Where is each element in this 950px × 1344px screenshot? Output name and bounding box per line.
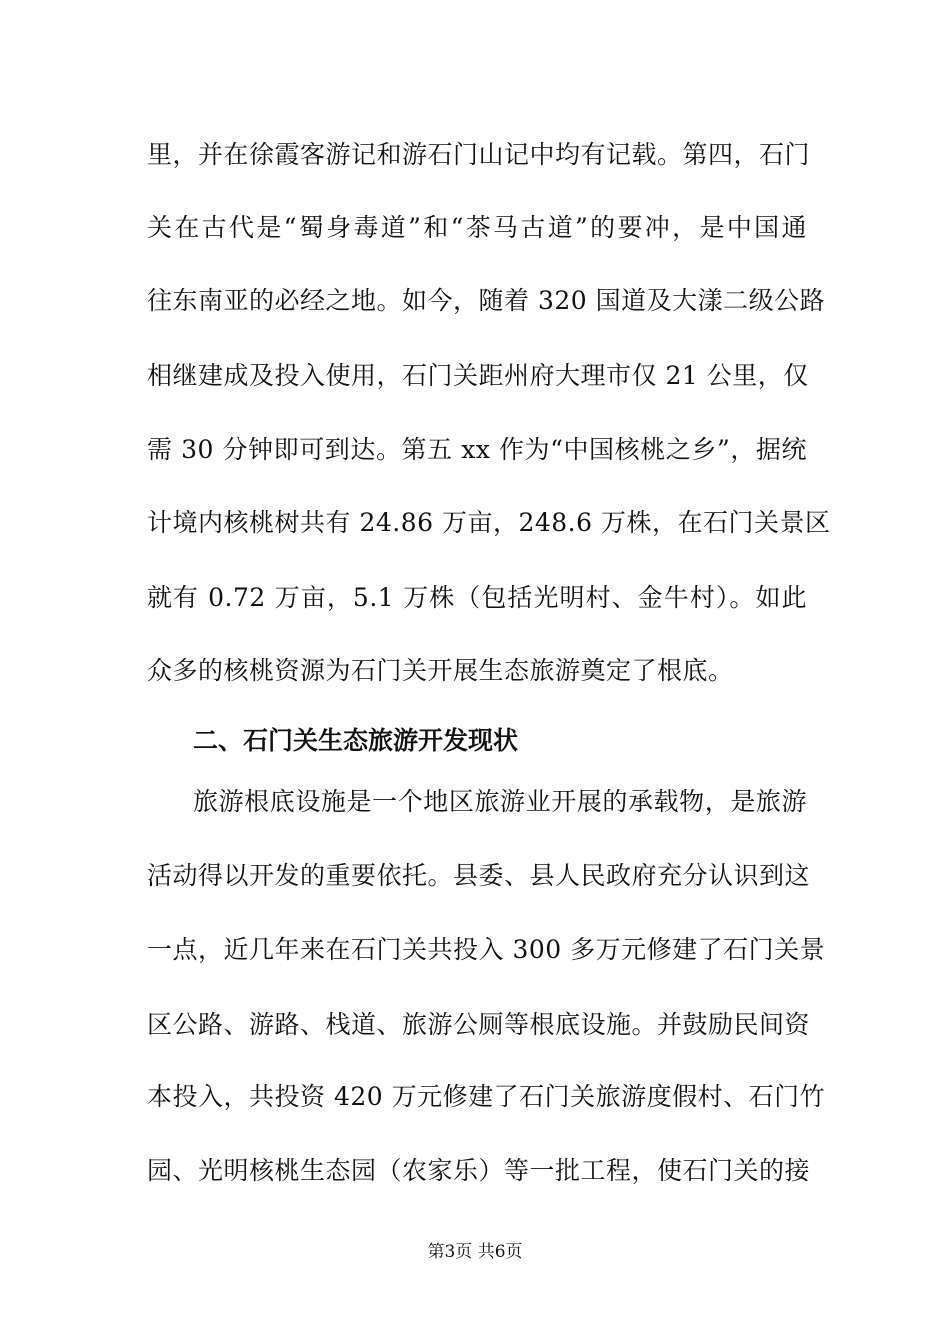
paragraph-1-line-2: 关在古代是“蜀身毒道”和“茶马古道”的要冲，是中国通	[147, 213, 807, 242]
paragraph-2-line-3: 一点，近几年来在石门关共投入 300 多万元修建了石门关景	[147, 935, 826, 964]
paragraph-2-line-5: 本投入，共投资 420 万元修建了石门关旅游度假村、石门竹	[147, 1082, 826, 1111]
paragraph-2-line-1: 旅游根底设施是一个地区旅游业开展的承载物，是旅游	[193, 787, 807, 816]
paragraph-1-line-6: 计境内核桃树共有 24.86 万亩，248.6 万株，在石门关景区	[147, 508, 831, 537]
paragraph-1-line-7: 就有 0.72 万亩，5.1 万株（包括光明村、金牛村）。如此	[147, 583, 807, 612]
page-footer: 第3页 共6页	[427, 1242, 523, 1262]
paragraph-1-line-3: 往东南亚的必经之地。如今，随着 320 国道及大漾二级公路	[147, 286, 826, 315]
paragraph-1-line-4: 相继建成及投入使用，石门关距州府大理市仅 21 公里，仅	[147, 361, 809, 390]
paragraph-2-line-2: 活动得以开发的重要依托。县委、县人民政府充分认识到这	[147, 861, 811, 890]
section-heading: 二、石门关生态旅游开发现状	[193, 726, 519, 755]
paragraph-1-line-8: 众多的核桃资源为石门关开展生态旅游奠定了根底。	[147, 656, 734, 685]
paragraph-2-line-6: 园、光明核桃生态园（农家乐）等一批工程，使石门关的接	[147, 1156, 811, 1185]
paragraph-2-line-4: 区公路、游路、栈道、旅游公厕等根底设施。并鼓励民间资	[147, 1010, 811, 1039]
paragraph-1-line-1: 里，并在徐霞客游记和游石门山记中均有记载。第四，石门	[147, 140, 811, 169]
paragraph-1-line-5: 需 30 分钟即可到达。第五 xx 作为“中国核桃之乡”，据统	[147, 435, 807, 464]
